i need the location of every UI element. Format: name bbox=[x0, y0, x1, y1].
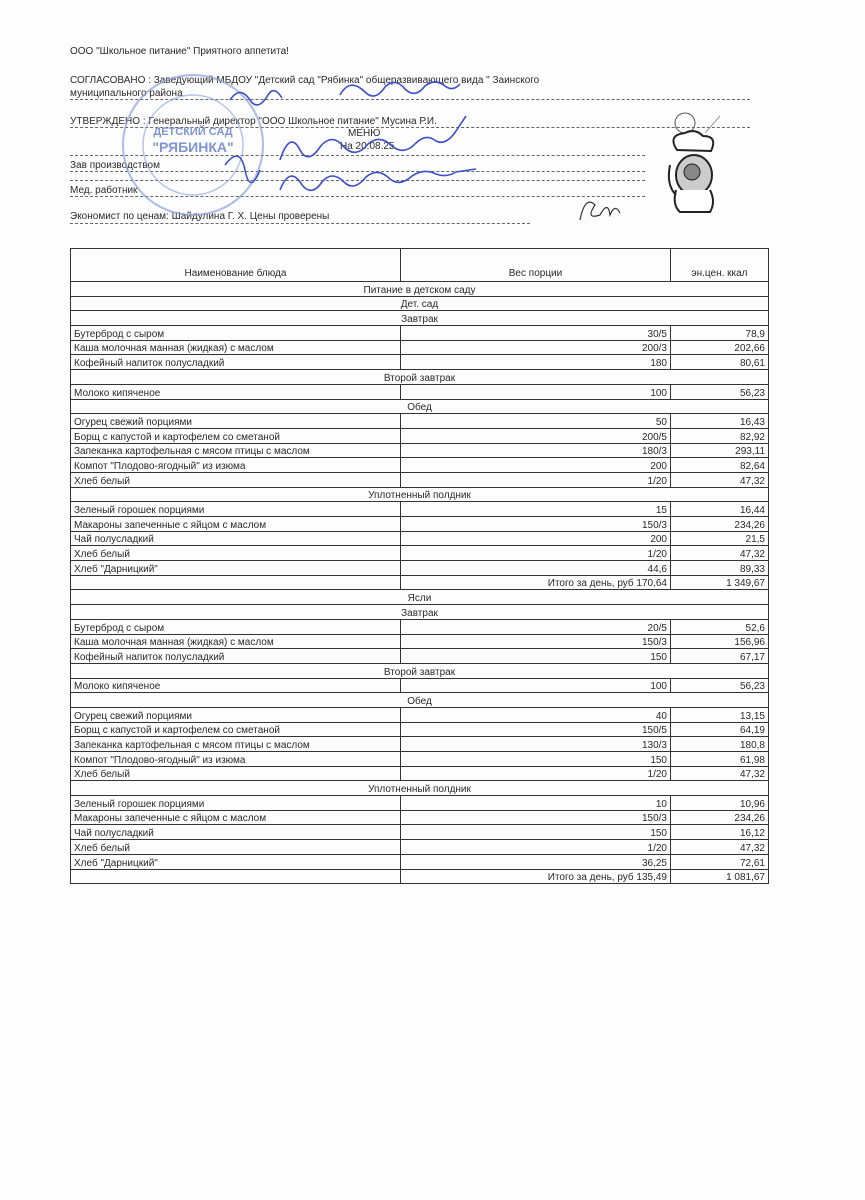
portion-weight: 200 bbox=[401, 531, 671, 546]
energy-kcal: 156,96 bbox=[671, 634, 769, 649]
menu-table bbox=[70, 248, 769, 884]
table-row bbox=[71, 825, 769, 840]
table-row bbox=[71, 766, 769, 781]
portion-weight: 150/3 bbox=[401, 517, 671, 532]
table-row bbox=[71, 854, 769, 869]
section-label: Обед bbox=[71, 693, 769, 708]
section-row bbox=[71, 399, 769, 414]
dish-name: Компот "Плодово-ягодный" из изюма bbox=[71, 458, 401, 473]
portion-weight: 150/3 bbox=[401, 810, 671, 825]
table-row bbox=[71, 428, 769, 443]
portion-weight: 150 bbox=[401, 752, 671, 767]
energy-kcal: 82,64 bbox=[671, 458, 769, 473]
portion-weight: 150/5 bbox=[401, 722, 671, 737]
total-label: Итого за день, руб 170,64 bbox=[401, 575, 671, 590]
dish-name: Запеканка картофельная с мясом птицы с маслом bbox=[71, 737, 401, 752]
section-row bbox=[71, 296, 769, 311]
table-row bbox=[71, 810, 769, 825]
dish-name: Борщ с капустой и картофелем со сметаной bbox=[71, 722, 401, 737]
column-header-dish: Наименование блюда bbox=[71, 249, 401, 282]
table-row bbox=[71, 840, 769, 855]
table-header-row bbox=[71, 249, 769, 282]
energy-kcal: 47,32 bbox=[671, 472, 769, 487]
energy-kcal: 293,11 bbox=[671, 443, 769, 458]
column-header-kcal: эн.цен. ккал bbox=[671, 249, 769, 282]
portion-weight: 180/3 bbox=[401, 443, 671, 458]
section-label: Питание в детском саду bbox=[71, 282, 769, 297]
portion-weight: 1/20 bbox=[401, 766, 671, 781]
portion-weight: 150 bbox=[401, 825, 671, 840]
dish-name: Чай полусладкий bbox=[71, 825, 401, 840]
section-row bbox=[71, 605, 769, 620]
chef-mascot-image bbox=[662, 130, 724, 215]
dish-name: Кофейный напиток полусладкий bbox=[71, 355, 401, 370]
portion-weight: 20/5 bbox=[401, 619, 671, 634]
portion-weight: 1/20 bbox=[401, 840, 671, 855]
energy-kcal: 13,15 bbox=[671, 707, 769, 722]
table-row bbox=[71, 678, 769, 693]
dish-name: Хлеб белый bbox=[71, 546, 401, 561]
table-row bbox=[71, 546, 769, 561]
table-row bbox=[71, 649, 769, 664]
table-row bbox=[71, 340, 769, 355]
energy-kcal: 234,26 bbox=[671, 810, 769, 825]
total-row bbox=[71, 575, 769, 590]
section-label: Уплотненный полдник bbox=[71, 781, 769, 796]
total-kcal: 1 081,67 bbox=[671, 869, 769, 884]
portion-weight: 130/3 bbox=[401, 737, 671, 752]
menu-title: МЕНЮ bbox=[348, 128, 381, 139]
dish-name: Молоко кипяченое bbox=[71, 384, 401, 399]
total-label: Итого за день, руб 135,49 bbox=[401, 869, 671, 884]
energy-kcal: 78,9 bbox=[671, 326, 769, 341]
svg-text:"РЯБИНКА": "РЯБИНКА" bbox=[152, 139, 234, 155]
table-row bbox=[71, 384, 769, 399]
dish-name: Огурец свежий порциями bbox=[71, 414, 401, 429]
energy-kcal: 234,26 bbox=[671, 517, 769, 532]
energy-kcal: 16,44 bbox=[671, 502, 769, 517]
handwritten-signatures bbox=[220, 75, 500, 210]
section-row bbox=[71, 781, 769, 796]
menu-date: На 20.08.25 bbox=[340, 141, 395, 152]
energy-kcal: 202,66 bbox=[671, 340, 769, 355]
table-row bbox=[71, 458, 769, 473]
section-label: Второй завтрак bbox=[71, 370, 769, 385]
dish-name: Зеленый горошек порциями bbox=[71, 502, 401, 517]
section-row bbox=[71, 663, 769, 678]
portion-weight: 36,25 bbox=[401, 854, 671, 869]
table-row bbox=[71, 619, 769, 634]
energy-kcal: 10,96 bbox=[671, 796, 769, 811]
dish-name: Бутерброд с сыром bbox=[71, 619, 401, 634]
dish-name: Макароны запеченные с яйцом с маслом bbox=[71, 517, 401, 532]
dish-name: Хлеб белый bbox=[71, 840, 401, 855]
approved-line: УТВЕРЖДЕНО : Генеральный директор "ООО Школьное питание" Мусина Р.И. bbox=[70, 116, 437, 127]
dish-name: Хлеб белый bbox=[71, 766, 401, 781]
section-row bbox=[71, 282, 769, 297]
section-row bbox=[71, 487, 769, 502]
total-spacer bbox=[71, 869, 401, 884]
table-row bbox=[71, 561, 769, 576]
medic-label: Мед. работник bbox=[70, 185, 138, 196]
portion-weight: 1/20 bbox=[401, 472, 671, 487]
energy-kcal: 16,43 bbox=[671, 414, 769, 429]
portion-weight: 50 bbox=[401, 414, 671, 429]
table-row bbox=[71, 722, 769, 737]
portion-weight: 15 bbox=[401, 502, 671, 517]
energy-kcal: 61,98 bbox=[671, 752, 769, 767]
energy-kcal: 47,32 bbox=[671, 546, 769, 561]
column-header-weight: Вес порции bbox=[401, 249, 671, 282]
energy-kcal: 47,32 bbox=[671, 840, 769, 855]
svg-text:ДЕТСКИЙ САД: ДЕТСКИЙ САД bbox=[153, 126, 233, 138]
energy-kcal: 180,8 bbox=[671, 737, 769, 752]
table-row bbox=[71, 414, 769, 429]
table-row bbox=[71, 443, 769, 458]
energy-kcal: 47,32 bbox=[671, 766, 769, 781]
section-row bbox=[71, 590, 769, 605]
dish-name: Борщ с капустой и картофелем со сметаной bbox=[71, 428, 401, 443]
section-label: Завтрак bbox=[71, 311, 769, 326]
section-row bbox=[71, 370, 769, 385]
signature-line bbox=[70, 223, 530, 224]
energy-kcal: 56,23 bbox=[671, 384, 769, 399]
portion-weight: 200/5 bbox=[401, 428, 671, 443]
dish-name: Каша молочная манная (жидкая) с маслом bbox=[71, 634, 401, 649]
section-label: Уплотненный полдник bbox=[71, 487, 769, 502]
section-label: Дет. сад bbox=[71, 296, 769, 311]
table-row bbox=[71, 355, 769, 370]
agreed-line: СОГЛАСОВАНО : Заведующий МБДОУ "Детский сад "Рябинка" общеразвивающего вида " Заинского bbox=[70, 75, 540, 86]
portion-weight: 100 bbox=[401, 678, 671, 693]
dish-name: Хлеб "Дарницкий" bbox=[71, 854, 401, 869]
section-label: Второй завтрак bbox=[71, 663, 769, 678]
portion-weight: 150 bbox=[401, 649, 671, 664]
production-head-label: Зав производством bbox=[70, 160, 160, 171]
section-label: Завтрак bbox=[71, 605, 769, 620]
portion-weight: 200 bbox=[401, 458, 671, 473]
table-row bbox=[71, 796, 769, 811]
total-kcal: 1 349,67 bbox=[671, 575, 769, 590]
energy-kcal: 56,23 bbox=[671, 678, 769, 693]
economist-line: Экономист по ценам: Шайдулина Г. Х. Цены проверены bbox=[70, 211, 330, 222]
table-row bbox=[71, 326, 769, 341]
energy-kcal: 52,6 bbox=[671, 619, 769, 634]
portion-weight: 1/20 bbox=[401, 546, 671, 561]
dish-name: Чай полусладкий bbox=[71, 531, 401, 546]
portion-weight: 200/3 bbox=[401, 340, 671, 355]
company-line: ООО "Школьное питание" Приятного аппетита! bbox=[70, 46, 289, 57]
dish-name: Хлеб белый bbox=[71, 472, 401, 487]
table-row bbox=[71, 472, 769, 487]
economist-signature bbox=[575, 195, 625, 230]
dish-name: Зеленый горошек порциями bbox=[71, 796, 401, 811]
dish-name: Хлеб "Дарницкий" bbox=[71, 561, 401, 576]
energy-kcal: 72,61 bbox=[671, 854, 769, 869]
table-row bbox=[71, 502, 769, 517]
energy-kcal: 82,92 bbox=[671, 428, 769, 443]
energy-kcal: 16,12 bbox=[671, 825, 769, 840]
portion-weight: 100 bbox=[401, 384, 671, 399]
section-row bbox=[71, 311, 769, 326]
table-row bbox=[71, 737, 769, 752]
dish-name: Огурец свежий порциями bbox=[71, 707, 401, 722]
portion-weight: 10 bbox=[401, 796, 671, 811]
table-row bbox=[71, 517, 769, 532]
section-label: Ясли bbox=[71, 590, 769, 605]
dish-name: Каша молочная манная (жидкая) с маслом bbox=[71, 340, 401, 355]
portion-weight: 150/3 bbox=[401, 634, 671, 649]
dish-name: Компот "Плодово-ягодный" из изюма bbox=[71, 752, 401, 767]
portion-weight: 180 bbox=[401, 355, 671, 370]
energy-kcal: 89,33 bbox=[671, 561, 769, 576]
energy-kcal: 67,17 bbox=[671, 649, 769, 664]
dish-name: Бутерброд с сыром bbox=[71, 326, 401, 341]
energy-kcal: 21,5 bbox=[671, 531, 769, 546]
dish-name: Молоко кипяченое bbox=[71, 678, 401, 693]
total-row bbox=[71, 869, 769, 884]
energy-kcal: 64,19 bbox=[671, 722, 769, 737]
table-row bbox=[71, 634, 769, 649]
portion-weight: 30/5 bbox=[401, 326, 671, 341]
section-row bbox=[71, 693, 769, 708]
table-row bbox=[71, 531, 769, 546]
energy-kcal: 80,61 bbox=[671, 355, 769, 370]
agreed-line-2: муниципального района bbox=[70, 88, 183, 99]
portion-weight: 40 bbox=[401, 707, 671, 722]
dish-name: Кофейный напиток полусладкий bbox=[71, 649, 401, 664]
dish-name: Макароны запеченные с яйцом с маслом bbox=[71, 810, 401, 825]
section-label: Обед bbox=[71, 399, 769, 414]
table-row bbox=[71, 752, 769, 767]
portion-weight: 44,6 bbox=[401, 561, 671, 576]
total-spacer bbox=[71, 575, 401, 590]
table-row bbox=[71, 707, 769, 722]
dish-name: Запеканка картофельная с мясом птицы с маслом bbox=[71, 443, 401, 458]
